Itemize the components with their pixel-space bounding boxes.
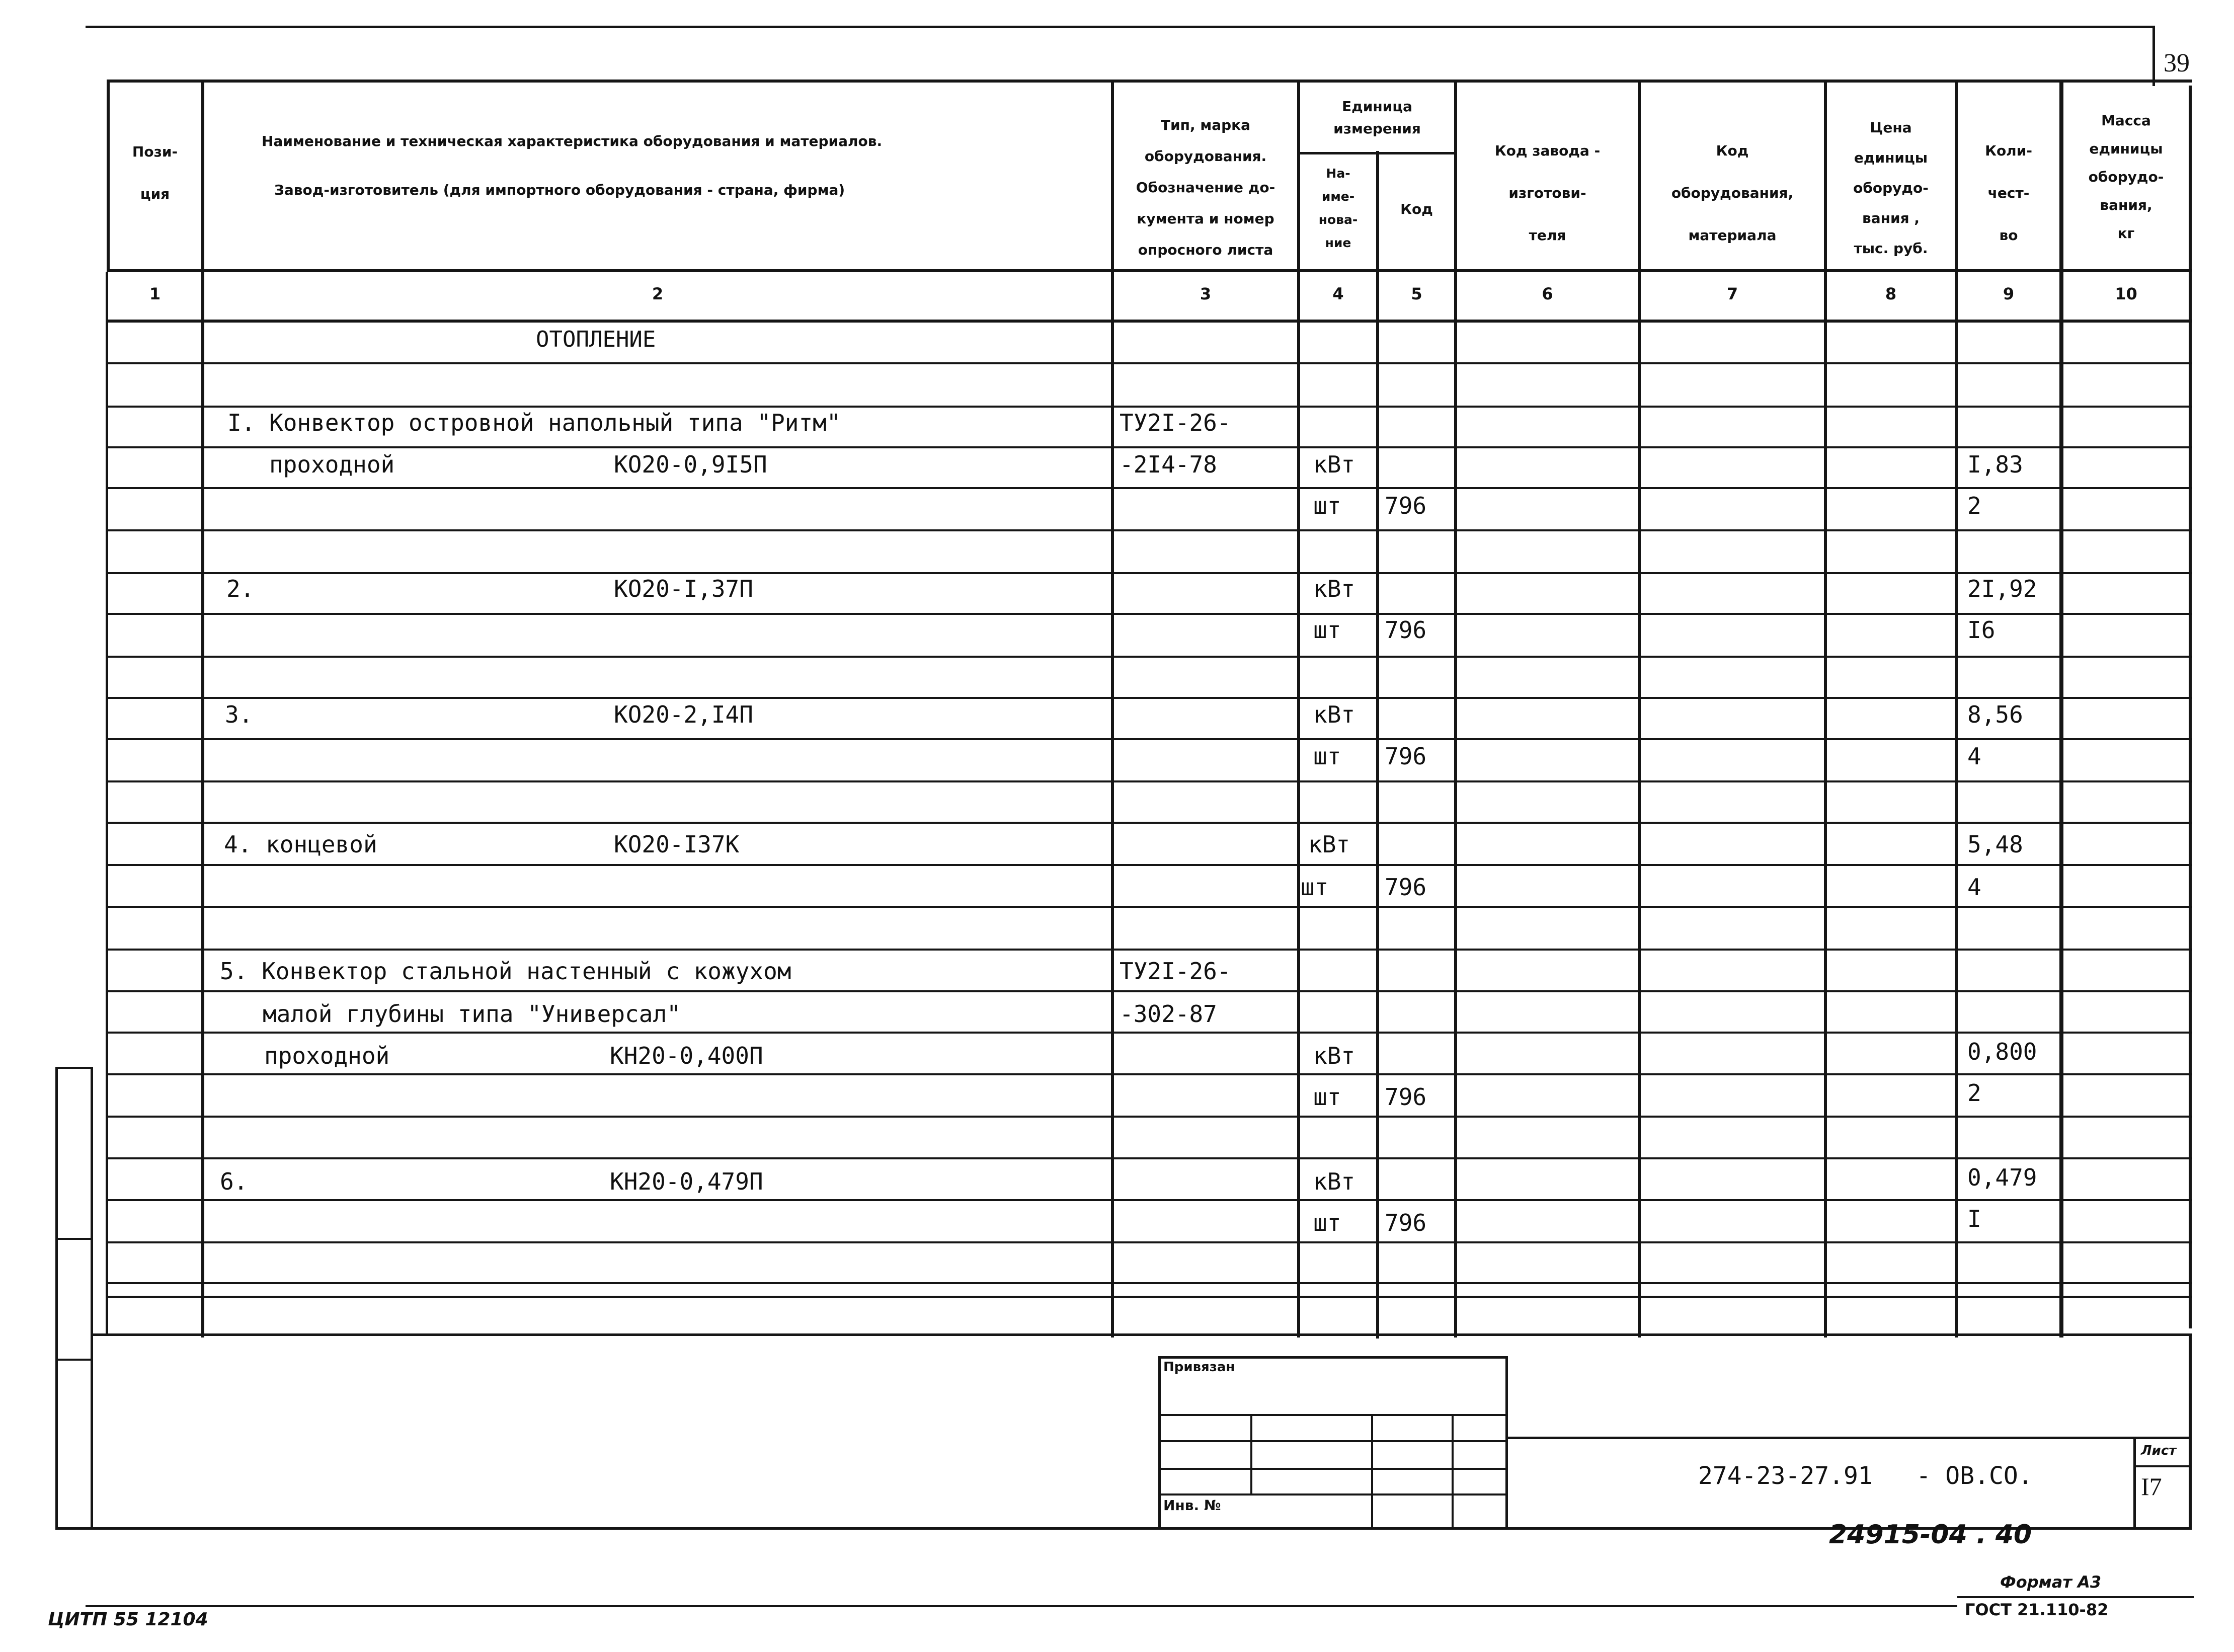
row-line bbox=[107, 1157, 2192, 1159]
row-type: -2I4-78 bbox=[1120, 451, 1217, 478]
header-unit-name: На- име- нова- ние bbox=[1318, 166, 1358, 250]
col-number-5: 5 bbox=[1411, 284, 1422, 303]
row-quantity: 2 bbox=[1967, 492, 1981, 519]
row-name: 6. bbox=[220, 1168, 248, 1195]
doc-code-top-line bbox=[1508, 1437, 2191, 1439]
row-name: 3. bbox=[225, 701, 253, 728]
col-numbers-bottom-line bbox=[107, 320, 2192, 323]
sheet-number: I7 bbox=[2141, 1472, 2162, 1501]
stamp-line bbox=[1158, 1440, 1508, 1442]
col-9-left-line bbox=[1955, 80, 1958, 1338]
sheet-box-divider bbox=[2133, 1465, 2191, 1467]
header-position: Пози- ция bbox=[132, 143, 178, 202]
stamp-line bbox=[1158, 1468, 1508, 1470]
sheet-box-left bbox=[2133, 1437, 2136, 1530]
header-name-line2: Завод-изготовитель (для импортного оборудования - страна, фирма) bbox=[274, 182, 845, 198]
col-10-left-line bbox=[2059, 80, 2063, 1338]
footer-line bbox=[86, 1605, 1957, 1607]
col-8-left-line bbox=[1824, 80, 1827, 1338]
binding-strip-divider bbox=[55, 1359, 93, 1361]
row-quantity: I6 bbox=[1967, 616, 1996, 644]
row-line bbox=[107, 1296, 2192, 1298]
handwritten-number: 24915-04 . 40 bbox=[1829, 1520, 2032, 1550]
binding-strip-left bbox=[55, 1067, 58, 1530]
binding-strip-right bbox=[91, 1067, 93, 1530]
row-line bbox=[107, 990, 2192, 992]
row-quantity: 0,479 bbox=[1967, 1164, 2037, 1191]
gost-label: ГОСТ 21.110-82 bbox=[1965, 1600, 2109, 1619]
col-number-2: 2 bbox=[652, 284, 664, 303]
row-unit: шт bbox=[1313, 1083, 1341, 1111]
stamp-line bbox=[1505, 1356, 1508, 1530]
citp-label: ЦИТП 55 12104 bbox=[48, 1609, 208, 1630]
stamp-line bbox=[1158, 1356, 1161, 1530]
unit-subheader-line bbox=[1297, 152, 1457, 154]
row-model: КО20-I37К bbox=[614, 831, 740, 858]
row-quantity: 0,800 bbox=[1967, 1038, 2037, 1065]
header-unit: Единица измерения bbox=[1333, 98, 1421, 137]
row-unit-code: 796 bbox=[1385, 874, 1427, 901]
header-name-line1: Наименование и техническая характеристика оборудования и материалов. bbox=[262, 133, 883, 149]
col-number-7: 7 bbox=[1726, 284, 1738, 303]
row-name: 4. концевой bbox=[224, 831, 377, 858]
row-line bbox=[107, 822, 2192, 824]
row-unit-code: 796 bbox=[1385, 492, 1427, 519]
row-unit-code: 796 bbox=[1385, 1083, 1427, 1111]
row-line bbox=[107, 362, 2192, 364]
header-unit-code: Код bbox=[1400, 201, 1433, 217]
row-line bbox=[107, 780, 2192, 782]
row-unit: кВт bbox=[1313, 575, 1355, 602]
row-line bbox=[107, 613, 2192, 615]
sheet-label: Лист bbox=[2141, 1443, 2177, 1458]
row-line bbox=[107, 1241, 2192, 1243]
row-quantity: 2 bbox=[1967, 1079, 1981, 1107]
col-6-left-line bbox=[1454, 80, 1457, 1338]
col-4-left-line bbox=[1297, 80, 1300, 1338]
row-unit-code: 796 bbox=[1385, 743, 1427, 770]
row-type: ТУ2I-26- bbox=[1120, 409, 1231, 436]
col-number-1: 1 bbox=[149, 284, 161, 303]
row-quantity: 8,56 bbox=[1967, 701, 2023, 728]
row-line bbox=[107, 1032, 2192, 1034]
row-unit-code: 796 bbox=[1385, 616, 1427, 644]
row-line bbox=[107, 1199, 2192, 1201]
row-line bbox=[107, 697, 2192, 699]
row-line bbox=[107, 446, 2192, 448]
row-quantity: 4 bbox=[1967, 743, 1981, 770]
col-5-left-line bbox=[1376, 151, 1379, 1339]
col-3-left-line bbox=[1111, 80, 1114, 1338]
row-line bbox=[107, 1282, 2192, 1284]
row-line bbox=[107, 738, 2192, 740]
row-line bbox=[107, 906, 2192, 908]
page-number-divider bbox=[2152, 26, 2155, 86]
header-mass: Масса единицы оборудо- вания, кг bbox=[2088, 112, 2164, 242]
header-equipment-code: Код оборудования, материала bbox=[1671, 142, 1794, 244]
row-quantity: 5,48 bbox=[1967, 831, 2023, 858]
row-line bbox=[107, 529, 2192, 531]
stamp-line bbox=[1452, 1414, 1454, 1530]
top-rule bbox=[86, 26, 2153, 28]
row-line bbox=[107, 487, 2192, 489]
row-line bbox=[107, 572, 2192, 574]
row-unit: шт bbox=[1313, 1209, 1341, 1236]
col-number-10: 10 bbox=[2115, 284, 2137, 303]
row-name: малой глубины типа "Универсал" bbox=[263, 1000, 681, 1028]
row-type: ТУ2I-26- bbox=[1120, 958, 1231, 985]
header-quantity: Коли- чест- во bbox=[1985, 142, 2032, 244]
row-unit: кВт bbox=[1313, 451, 1355, 478]
binding-strip-top bbox=[55, 1067, 93, 1069]
row-unit: кВт bbox=[1313, 701, 1355, 728]
row-quantity: I,83 bbox=[1967, 451, 2023, 478]
binding-strip-divider bbox=[55, 1238, 93, 1240]
col-number-9: 9 bbox=[2003, 284, 2015, 303]
col-number-6: 6 bbox=[1542, 284, 1553, 303]
row-unit: шт bbox=[1301, 874, 1329, 901]
col-number-8: 8 bbox=[1885, 284, 1897, 303]
row-unit: шт bbox=[1313, 743, 1341, 770]
row-line bbox=[107, 864, 2192, 866]
section-title: ОТОПЛЕНИЕ bbox=[536, 327, 656, 352]
row-name: 2. bbox=[226, 575, 255, 602]
gost-line bbox=[1957, 1596, 2194, 1598]
stamp-line bbox=[1250, 1414, 1252, 1494]
row-name: проходной bbox=[269, 451, 395, 478]
col-number-4: 4 bbox=[1332, 284, 1344, 303]
row-model: КН20-0,479П bbox=[610, 1168, 763, 1195]
format-label: Формат А3 bbox=[2000, 1572, 2102, 1592]
row-line bbox=[107, 949, 2192, 951]
row-name: проходной bbox=[264, 1042, 390, 1069]
row-name: 5. Конвектор стальной настенный с кожухом bbox=[220, 958, 791, 985]
row-quantity: 4 bbox=[1967, 874, 1981, 901]
row-unit: кВт bbox=[1313, 1168, 1355, 1195]
row-unit-code: 796 bbox=[1385, 1209, 1427, 1236]
row-unit: кВт bbox=[1313, 1042, 1355, 1069]
col-7-left-line bbox=[1638, 80, 1641, 1338]
document-code: 274-23-27.91 - ОВ.СО. bbox=[1698, 1462, 2033, 1490]
row-unit: шт bbox=[1313, 492, 1341, 519]
stamp-line bbox=[1371, 1414, 1373, 1530]
row-unit: шт bbox=[1313, 616, 1341, 644]
col-number-3: 3 bbox=[1200, 284, 1212, 303]
row-line bbox=[107, 1116, 2192, 1118]
row-model: КН20-0,400П bbox=[610, 1042, 763, 1069]
row-unit: кВт bbox=[1308, 831, 1350, 858]
stamp-inventory-label: Инв. № bbox=[1163, 1497, 1221, 1514]
header-type: Тип, марка оборудования. Обозначение до- кумента и номер опросного листа bbox=[1136, 117, 1275, 258]
stamp-line bbox=[1158, 1493, 1508, 1496]
row-name: I. Конвектор островной напольный типа "Ритм" bbox=[227, 409, 841, 436]
table-left-border-body bbox=[106, 272, 108, 1333]
page-number: 39 bbox=[2164, 49, 2190, 77]
table-bottom-line bbox=[91, 1333, 2192, 1336]
col-2-left-line bbox=[201, 80, 204, 1338]
row-type: -302-87 bbox=[1120, 1000, 1217, 1028]
header-price: Цена единицы оборудо- вания , тыс. руб. bbox=[1853, 119, 1929, 257]
stamp-line bbox=[1158, 1356, 1508, 1359]
row-model: КО20-0,9I5П bbox=[614, 451, 767, 478]
header-bottom-line bbox=[107, 269, 2192, 272]
header-factory-code: Код завода - изготови- теля bbox=[1494, 142, 1601, 244]
table-top-border bbox=[107, 80, 2192, 83]
row-line bbox=[107, 1073, 2192, 1075]
row-quantity: 2I,92 bbox=[1967, 575, 2037, 602]
row-model: КО20-I,37П bbox=[614, 575, 753, 602]
row-model: КО20-2,I4П bbox=[614, 701, 753, 728]
stamp-privyazan-label: Привязан bbox=[1163, 1360, 1235, 1375]
row-quantity: I bbox=[1967, 1205, 1981, 1232]
title-block-right-border bbox=[2189, 1333, 2192, 1530]
row-line bbox=[107, 656, 2192, 658]
stamp-line bbox=[1158, 1414, 1508, 1416]
